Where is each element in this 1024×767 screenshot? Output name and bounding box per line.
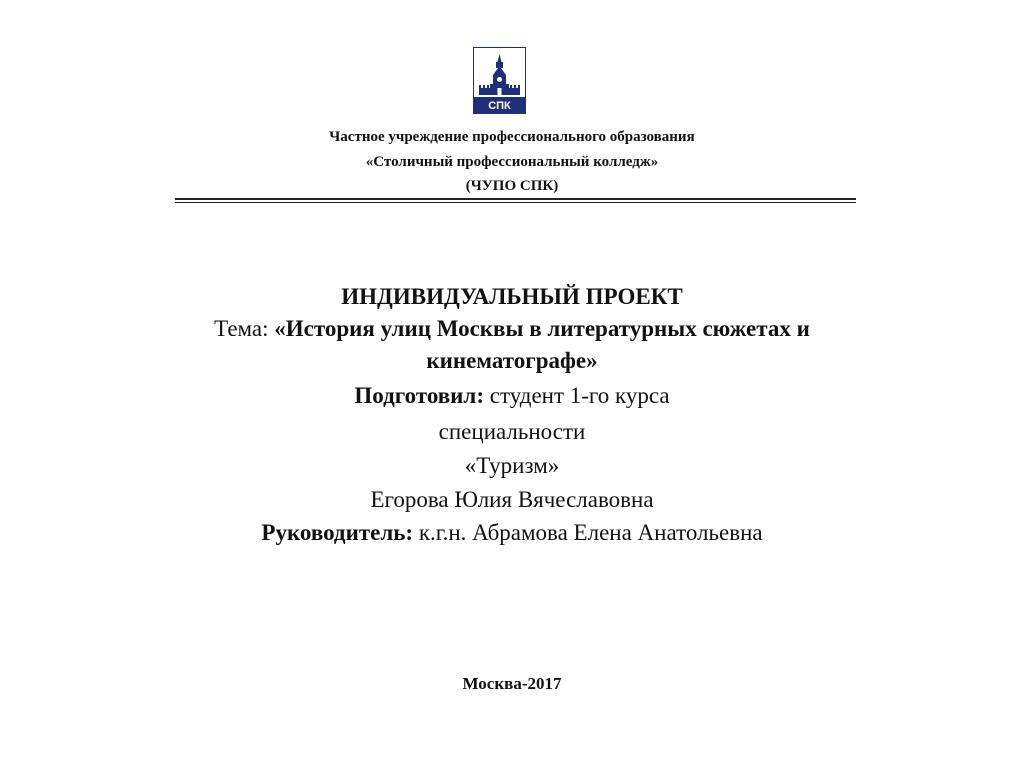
topic-line <box>0 314 1024 344</box>
specialty-line: специальности <box>438 419 586 444</box>
college-logo <box>473 47 526 114</box>
supervisor-label: Руководитель: <box>261 520 414 545</box>
specialty-name: «Туризм» <box>464 453 560 478</box>
supervisor-value: к.г.н. Абрамова Елена Анатольевна <box>418 520 763 545</box>
institution-type: Частное учреждение профессионального образования <box>329 129 695 145</box>
student-name: Егорова Юлия Вячеславовна <box>370 487 654 512</box>
logo-text: СПК <box>488 100 511 112</box>
topic-text-1: «История улиц Москвы в литературных сюжетах и <box>274 316 810 341</box>
prepared-value: студент 1-го курса <box>489 383 670 408</box>
header-divider-thin <box>175 202 856 203</box>
project-title: ИНДИВИДУАЛЬНЫЙ ПРОЕКТ <box>341 284 683 309</box>
prepared-label: Подготовил: <box>354 383 484 408</box>
city-year: Москва-2017 <box>462 674 562 693</box>
prepared-by-line <box>0 381 1024 411</box>
topic-label: Тема: <box>214 316 269 341</box>
topic-text-2: кинематографе» <box>426 348 598 373</box>
supervisor-line <box>0 518 1024 548</box>
institution-abbr: (ЧУПО СПК) <box>465 178 559 194</box>
kremlin-tower-logo-icon <box>474 48 525 113</box>
institution-name: «Столичный профессиональный колледж» <box>365 154 659 170</box>
header-divider-thick <box>175 198 856 200</box>
